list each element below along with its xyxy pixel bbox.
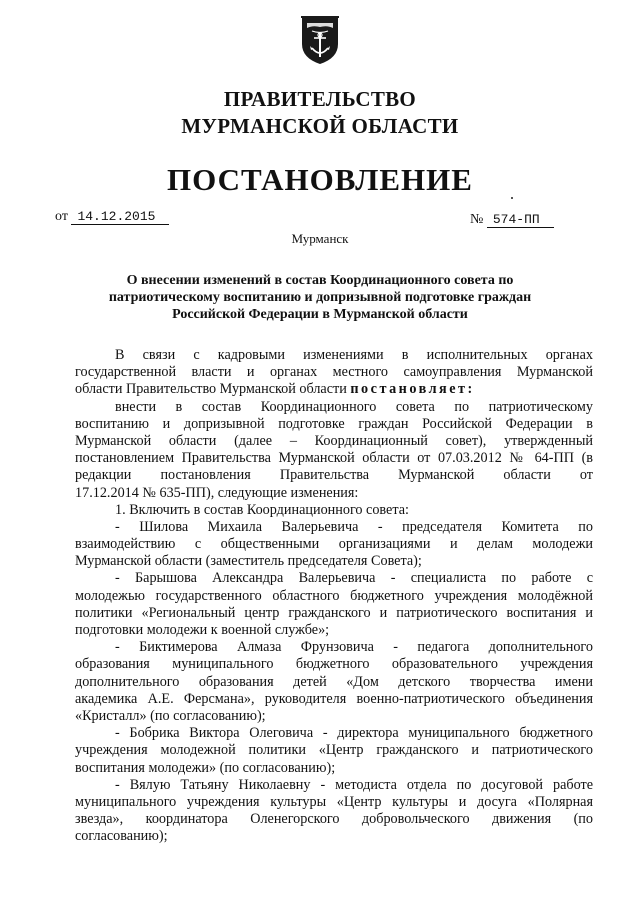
body-line-text: звезда», координатора Оленегорского добровольческого движения (по — [75, 811, 593, 828]
body-line-text: «Кристалл» (по согласованию); — [75, 707, 266, 724]
body-line-text: редакции постановления Правительства Мурманской области от — [75, 467, 593, 484]
body-line — [75, 742, 593, 759]
body-line — [75, 467, 593, 484]
body-line-text: внести в состав Координационного совета по патриотическому — [115, 398, 593, 415]
body-line — [75, 553, 593, 570]
body-line-text: политики «Региональный центр гражданского и патриотического воспитания и — [75, 604, 593, 621]
body-line-text: молодежью государственного областного бюджетного учреждения молодёжной — [75, 587, 593, 604]
document-type-heading: ПОСТАНОВЛЕНИЕ — [167, 162, 473, 197]
body-line-text: 17.12.2014 № 635-ПП), следующие изменения: — [75, 484, 359, 501]
government-title-line2: МУРМАНСКОЙ ОБЛАСТИ — [181, 114, 459, 138]
body-line — [75, 777, 593, 794]
body-line-text: академика А.Е. Ферсмана», руководителя военно-патриотического объединения — [75, 690, 593, 707]
government-title — [0, 86, 640, 140]
body-line-text: В связи с кадровыми изменениями в исполнительных органах — [115, 347, 593, 363]
body-line — [75, 364, 593, 381]
body-line-text: дополнительного образования детей «Дом детского творчества имени — [75, 673, 593, 690]
body-line — [75, 828, 593, 845]
body-line — [75, 433, 593, 450]
body-line-text: государственной власти и органах местного самоуправления Мурманской — [75, 364, 593, 381]
body-line-text: Мурманской области (далее – Координационный совет), утвержденный — [75, 432, 593, 449]
body-line — [75, 381, 593, 398]
body-line — [75, 691, 593, 708]
subject-line: Российской Федерации в Мурманской области — [172, 307, 468, 322]
body-line — [75, 639, 593, 656]
body-line — [75, 605, 593, 622]
body-line-text: - Шилова Михаила Валерьевича - председателя Комитета по — [115, 518, 593, 535]
body-line-text: воспитанию и допризывной подготовке граждан Российской Федерации в — [75, 415, 593, 432]
body-line-text: воспитания молодежи» (по согласованию); — [75, 759, 336, 776]
body-line — [75, 416, 593, 433]
date-prefix: от — [55, 209, 68, 224]
body-line-text: - Бобрика Виктора Олеговича - директора муниципального бюджетного — [115, 725, 593, 742]
document-body — [75, 347, 593, 845]
body-line — [75, 485, 593, 502]
body-line-text: постановлением Правительства Мурманской области от 07.03.2012 № 64-ПП (в — [75, 450, 593, 467]
body-line — [75, 674, 593, 691]
government-title-line1: ПРАВИТЕЛЬСТВО — [223, 87, 417, 111]
body-line-text: - Вялую Татьяну Николаевну - методиста отдела по досуговой работе — [115, 776, 593, 793]
body-line-text: учреждения молодежной политики «Центр гражданского и патриотического — [75, 742, 593, 759]
body-line — [75, 656, 593, 673]
body-line — [75, 760, 593, 777]
body-line-text: образования муниципального бюджетного образовательного учреждения — [75, 656, 593, 673]
number-prefix: № — [470, 212, 484, 227]
body-line — [75, 622, 593, 639]
date-value: 14.12.2015 — [71, 210, 169, 225]
resolution-keyword: постановляет: — [350, 381, 475, 398]
subject-line: О внесении изменений в состав Координационного совета по — [126, 273, 514, 288]
scan-speck — [511, 197, 513, 199]
body-line — [75, 708, 593, 725]
document-number — [470, 212, 554, 228]
body-line — [75, 519, 593, 536]
body-line — [75, 570, 593, 587]
body-line — [75, 725, 593, 742]
body-line-text: Мурманской области (заместитель председателя Совета); — [75, 553, 422, 570]
body-line — [75, 450, 593, 467]
body-line — [75, 811, 593, 828]
murmansk-coat-of-arms-icon — [299, 14, 341, 66]
body-line — [75, 536, 593, 553]
body-line-text: подготовки молодежи к военной службе»; — [75, 622, 330, 638]
body-line — [75, 347, 593, 364]
body-line — [75, 588, 593, 605]
city-name: Мурманск — [291, 231, 349, 246]
document-date — [55, 209, 169, 225]
number-value: 574-ПП — [487, 213, 554, 228]
body-line-text: согласованию); — [75, 828, 168, 845]
body-line-text: - Барышова Александра Валерьевича - специалиста по работе с — [115, 570, 593, 587]
document-subject — [80, 272, 560, 323]
body-line-text: 1. Включить в состав Координационного совета: — [115, 501, 409, 518]
subject-line: патриотическому воспитанию и допризывной подготовке граждан — [108, 290, 532, 305]
body-line-text: муниципального учреждения культуры «Центр культуры и досуга «Полярная — [75, 793, 593, 810]
body-line-text: взаимодействию с общественными организациями и делам молодежи — [75, 536, 593, 553]
body-line — [75, 794, 593, 811]
body-line — [75, 502, 593, 519]
body-line-text: - Биктимерова Алмаза Фрунзовича - педагога дополнительного — [115, 639, 593, 656]
body-line — [75, 399, 593, 416]
body-line-text: области Правительство Мурманской области — [75, 381, 347, 398]
